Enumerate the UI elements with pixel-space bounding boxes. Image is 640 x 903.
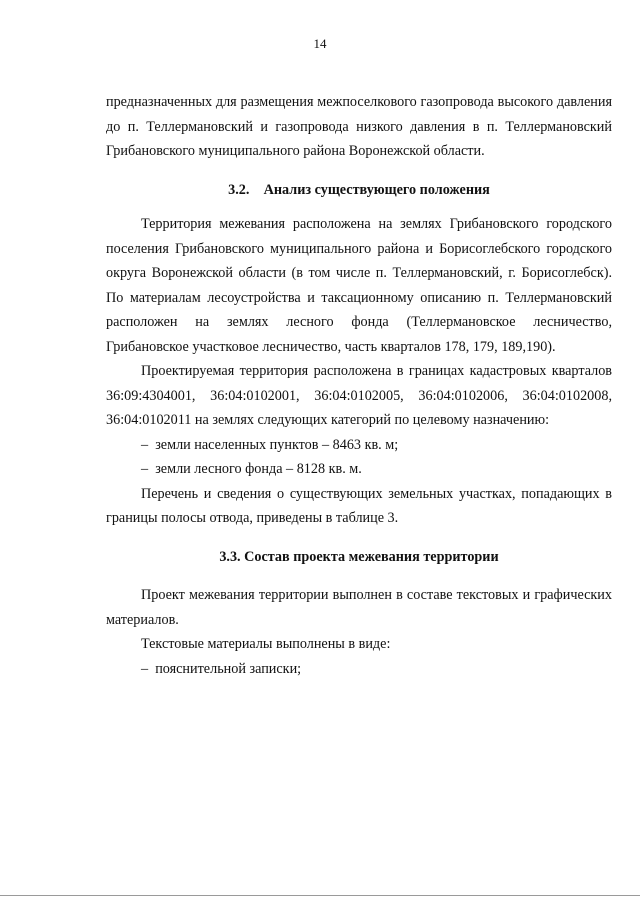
- section-3-3-paragraph-2: Текстовые материалы выполнены в виде:: [141, 636, 391, 652]
- spacer: [106, 202, 612, 212]
- spacer: [106, 164, 612, 178]
- section-3-3-heading: 3.3. Состав проекта межевания территории: [219, 548, 499, 565]
- page-bottom-border: [0, 895, 640, 896]
- list-item-explanatory-note: – пояснительной записки;: [141, 660, 302, 677]
- spacer: [106, 569, 612, 583]
- section-3-2-paragraph-2: Проектируемая территория расположена в границах кадастровых кварталов 36:09:4304001, 36:04:0102001, 36:04:0102005, 36:04:0102006, 36:04:0102008, 36:04:0102011 на землях следующих категорий по целевому назначению:: [106, 363, 612, 428]
- list-item-settlement-lands: – земли населенных пунктов – 8463 кв. м;: [141, 436, 399, 453]
- section-3-2-heading: 3.2. Анализ существующего положения: [228, 181, 490, 198]
- list-item-forest-lands: – земли лесного фонда – 8128 кв. м.: [141, 461, 362, 477]
- spacer: [106, 531, 612, 545]
- document-body: [106, 90, 612, 681]
- section-3-2-paragraph-1: Территория межевания расположена на землях Грибановского городского поселения Грибановского муниципального района и Борисоглебского городского округа Воронежской области (в том числе п. Теллермановский, г. Борисоглебск). По материалам лесоустройства и таксационному описанию п. Теллермановский расположен на землях лесного фонда (Теллермановское лесничество, Грибановское участковое лесничество, часть кварталов 178, 179, 189,190).: [106, 216, 612, 355]
- section-3-2-paragraph-3: Перечень и сведения о существующих земельных участках, попадающих в границы полосы отвода, приведены в таблице 3.: [106, 485, 612, 526]
- intro-paragraph: предназначенных для размещения межпоселкового газопровода высокого давления до п. Теллермановский и газопровода низкого давления в п. Теллермановский Грибановского муниципального района Воронежской области.: [106, 94, 612, 159]
- page-number: 14: [313, 36, 327, 51]
- section-3-3-paragraph-1: Проект межевания территории выполнен в составе текстовых и графических материалов.: [106, 587, 612, 628]
